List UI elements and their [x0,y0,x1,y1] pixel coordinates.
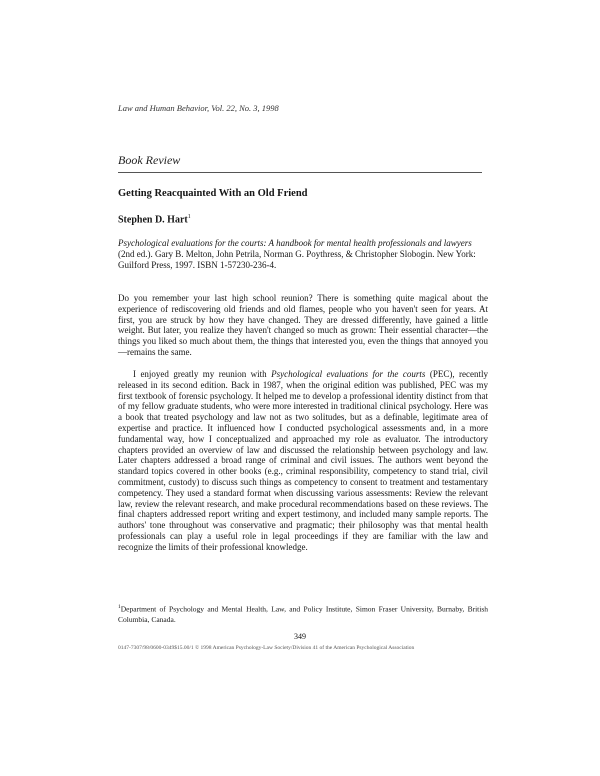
citation-details: (2nd ed.). Gary B. Melton, John Petrila, Norman G. Poythress, & Christopher Slobogin. New York: Guilford Press, 1997. ISBN 1-57230-236-4. [118,249,476,271]
page-number: 349 [294,632,306,641]
copyright-line: 0147-7307/98/0600-0349$15.00/1 © 1998 American Psychology-Law Society/Division 41 of the American Psychological Association [118,645,415,651]
paragraph-2 [118,369,488,553]
paragraph-2-book-title: Psychological evaluations for the courts [271,369,426,379]
article-author [118,214,191,225]
citation-book-title: Psychological evaluations for the courts: A handbook for mental health professionals and lawyers [118,238,472,248]
author-footnote-marker: 1 [187,214,191,220]
paragraph-2-start: I enjoyed greatly my reunion with [133,369,272,379]
footnote-marker: 1 [118,604,121,610]
paragraph-2-rest: (PEC), recently released in its second edition. Back in 1987, when the original edition was published, PEC was my first textbook of forensic psychology. It helped me to develop a professional identity distinct from that of my fellow graduate students, who were more interested in traditional clinical psychology. Here was a book that treated psychology and law not as two solitudes, but as a definable, legitimate area of expertise and practice. It influenced how I conducted psychological assessments and, in a more fundamental way, how I conceptualized and approached my role as evaluator. The introductory chapters provided an overview of law and discussed the relationship between psychology and law. Later chapters addressed a broad range of criminal and civil issues. The authors went beyond the standard topics covered in other books (e.g., criminal responsibility, competency to stand trial, civil commitment, custody) to discuss such things as competency to consent to treatment and testamentary competency. They used a standard format when discussing various assessments: Review the relevant law, review the relevant research, and make procedural recommendations based on these reviews. The final chapters addressed report writing and expert testimony, and included many sample reports. The authors' tone throughout was conservative and pragmatic; their philosophy was that mental health professionals can play a useful role in legal proceedings if they are familiar with the law and recognize the limits of their professional knowledge. [118,369,488,552]
journal-header: Law and Human Behavior, Vol. 22, No. 3, 1998 [118,103,279,113]
affiliation-footnote [118,602,488,625]
book-citation [118,238,490,272]
author-name: Stephen D. Hart [118,214,188,226]
footnote-text: Department of Psychology and Mental Health, Law, and Policy Institute, Simon Fraser University, Burnaby, British Columbia, Canada. [118,604,488,624]
section-divider [118,172,482,173]
paragraph-1: Do you remember your last high school reunion? There is something quite magical about the experience of rediscovering old friends and old flames, people who you haven't seen for years. At first, you are struck by how they have changed. They are dressed differently, have gained a little weight. But later, you realize they haven't changed so much as grown: Their essential character—the things you liked so much about them, the things that interested you, even the things that annoyed you—remains the same. [118,293,488,357]
section-label: Book Review [118,153,181,167]
article-title: Getting Reacquainted With an Old Friend [118,188,308,199]
